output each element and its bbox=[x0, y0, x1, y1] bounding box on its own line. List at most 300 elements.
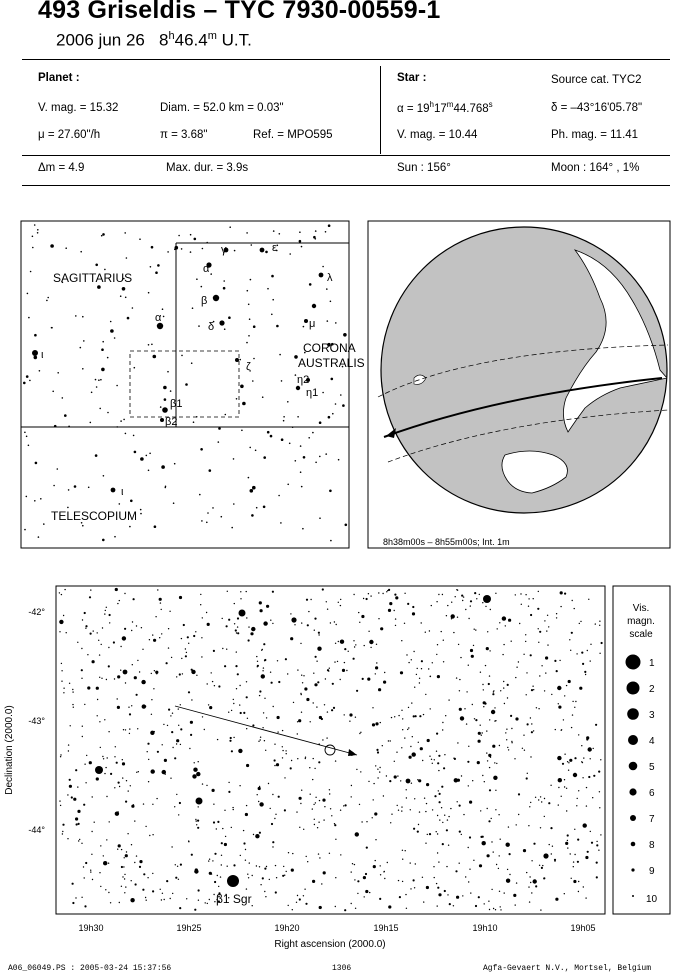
background-star bbox=[161, 633, 162, 634]
background-star bbox=[300, 643, 301, 644]
background-star bbox=[59, 800, 60, 801]
background-star bbox=[282, 730, 283, 731]
background-star bbox=[61, 594, 62, 595]
max-duration: Max. dur. = 3.9s bbox=[166, 162, 249, 174]
finder-star bbox=[345, 524, 348, 527]
background-star bbox=[494, 707, 495, 708]
background-star bbox=[434, 877, 435, 878]
background-star bbox=[84, 764, 85, 765]
planet-vmag: V. mag. = 15.32 bbox=[38, 102, 119, 114]
finder-star bbox=[223, 280, 225, 282]
background-star bbox=[574, 854, 575, 855]
finder-star bbox=[281, 438, 284, 441]
background-star bbox=[449, 903, 451, 905]
background-star bbox=[340, 810, 341, 811]
background-star bbox=[160, 602, 161, 603]
background-star bbox=[221, 842, 223, 844]
background-star bbox=[459, 690, 460, 691]
background-star bbox=[545, 656, 548, 659]
zoom-region-box bbox=[130, 351, 239, 417]
finder-star bbox=[170, 390, 172, 392]
background-star bbox=[390, 822, 391, 823]
background-star bbox=[398, 715, 399, 716]
background-star bbox=[564, 779, 565, 780]
background-star bbox=[260, 884, 261, 885]
background-star bbox=[370, 647, 371, 648]
finder-star bbox=[256, 507, 258, 509]
background-star bbox=[237, 626, 238, 627]
background-star bbox=[409, 756, 412, 759]
background-star bbox=[224, 843, 227, 846]
finder-star bbox=[28, 445, 30, 447]
background-star bbox=[389, 780, 391, 782]
background-star bbox=[214, 685, 215, 686]
background-star bbox=[438, 594, 439, 595]
background-star bbox=[122, 759, 123, 760]
finder-star bbox=[26, 496, 28, 498]
background-star bbox=[425, 811, 426, 812]
background-star bbox=[265, 750, 266, 751]
background-star bbox=[106, 796, 107, 797]
background-star bbox=[574, 707, 575, 708]
background-star bbox=[446, 615, 447, 616]
background-star bbox=[180, 744, 181, 745]
background-star bbox=[446, 829, 448, 831]
background-star bbox=[232, 807, 233, 808]
background-star bbox=[325, 678, 326, 679]
background-star bbox=[175, 864, 176, 865]
background-star bbox=[544, 816, 545, 817]
background-star bbox=[131, 705, 132, 706]
background-star bbox=[567, 847, 568, 848]
background-star bbox=[274, 759, 276, 761]
background-star bbox=[375, 839, 376, 840]
background-star bbox=[76, 823, 78, 825]
y-axis-label: Declination (2000.0) bbox=[4, 705, 15, 795]
background-star bbox=[468, 618, 469, 619]
background-star bbox=[133, 804, 134, 805]
background-star bbox=[489, 909, 490, 910]
background-star bbox=[139, 866, 141, 868]
finder-star bbox=[114, 337, 116, 339]
background-star bbox=[284, 777, 285, 778]
background-star bbox=[430, 676, 431, 677]
label-iota-tel: ι bbox=[121, 486, 124, 498]
background-star bbox=[426, 783, 429, 786]
finder-star bbox=[34, 356, 38, 360]
background-star bbox=[351, 903, 352, 904]
background-star bbox=[197, 827, 199, 829]
background-star bbox=[247, 874, 248, 875]
background-star bbox=[599, 807, 600, 808]
background-star bbox=[314, 824, 315, 825]
background-star bbox=[259, 802, 263, 806]
label-beta1: β1 bbox=[170, 398, 183, 410]
background-star bbox=[478, 896, 480, 898]
background-star bbox=[379, 771, 380, 772]
background-star bbox=[375, 860, 376, 861]
finder-star bbox=[47, 297, 49, 299]
finder-star bbox=[233, 458, 235, 460]
background-star bbox=[97, 699, 98, 700]
background-star bbox=[516, 824, 517, 825]
finder-star bbox=[26, 436, 28, 438]
background-star bbox=[330, 622, 331, 623]
background-star bbox=[568, 680, 571, 683]
background-star bbox=[75, 769, 77, 771]
background-star bbox=[354, 646, 355, 647]
background-star bbox=[291, 869, 294, 872]
background-star bbox=[233, 809, 234, 810]
background-star bbox=[288, 905, 289, 906]
background-star bbox=[75, 817, 78, 820]
background-star bbox=[266, 866, 267, 867]
background-star bbox=[122, 636, 126, 640]
background-star bbox=[483, 706, 484, 707]
background-star bbox=[399, 896, 401, 898]
background-star bbox=[81, 897, 82, 898]
background-star bbox=[145, 897, 146, 898]
finder-star bbox=[228, 316, 231, 319]
background-star bbox=[499, 745, 500, 746]
background-star bbox=[312, 779, 313, 780]
finder-star bbox=[34, 334, 37, 337]
background-star bbox=[561, 729, 562, 730]
label-eta1: η1 bbox=[306, 387, 319, 399]
background-star bbox=[563, 719, 564, 720]
background-star bbox=[218, 685, 220, 687]
background-star bbox=[356, 769, 357, 770]
background-star bbox=[91, 831, 92, 832]
background-star bbox=[191, 699, 192, 700]
background-star bbox=[417, 831, 419, 833]
named-star bbox=[304, 319, 308, 323]
finder-star bbox=[140, 457, 144, 461]
background-star bbox=[109, 622, 110, 623]
background-star bbox=[119, 786, 120, 787]
background-star bbox=[432, 662, 433, 663]
background-star bbox=[319, 857, 320, 858]
background-star bbox=[318, 822, 319, 823]
finder-star bbox=[251, 514, 254, 517]
background-star bbox=[174, 806, 175, 807]
background-star bbox=[266, 717, 267, 718]
background-star bbox=[418, 824, 419, 825]
background-star bbox=[397, 805, 398, 806]
background-star bbox=[346, 670, 347, 671]
background-star bbox=[277, 731, 278, 732]
background-star bbox=[100, 747, 101, 748]
background-star bbox=[305, 903, 307, 905]
background-star bbox=[507, 869, 508, 870]
background-star bbox=[97, 632, 98, 633]
finder-star bbox=[207, 512, 209, 514]
background-star bbox=[498, 814, 499, 815]
background-star bbox=[362, 678, 364, 680]
background-star bbox=[481, 735, 482, 736]
background-star bbox=[511, 641, 512, 642]
finder-star bbox=[40, 498, 42, 500]
background-star bbox=[423, 714, 424, 715]
background-star bbox=[439, 801, 441, 803]
background-star bbox=[179, 907, 181, 909]
background-star bbox=[558, 778, 562, 782]
background-star bbox=[429, 756, 430, 757]
background-star bbox=[264, 868, 266, 870]
magnitude-dot bbox=[626, 655, 641, 670]
background-star bbox=[314, 819, 315, 820]
background-star bbox=[533, 598, 534, 599]
background-star bbox=[157, 751, 159, 753]
background-star bbox=[208, 860, 209, 861]
background-star bbox=[92, 660, 95, 663]
finder-star bbox=[322, 392, 324, 394]
finder-star bbox=[65, 247, 67, 249]
finder-star bbox=[46, 300, 48, 302]
background-star bbox=[73, 798, 76, 801]
background-star bbox=[60, 756, 61, 757]
background-star bbox=[263, 621, 267, 625]
background-star bbox=[565, 842, 568, 845]
background-star bbox=[217, 821, 219, 823]
background-star bbox=[103, 861, 107, 865]
background-star bbox=[131, 630, 132, 631]
background-star bbox=[380, 874, 381, 875]
background-star bbox=[248, 639, 250, 641]
background-star bbox=[456, 677, 457, 678]
background-star bbox=[356, 690, 358, 692]
background-star bbox=[292, 909, 293, 910]
background-star bbox=[515, 904, 516, 905]
background-star bbox=[523, 735, 524, 736]
finder-star bbox=[332, 413, 334, 415]
finder-star bbox=[267, 288, 269, 290]
background-star bbox=[85, 628, 86, 629]
label-beta: β bbox=[201, 295, 208, 307]
finder-star bbox=[116, 426, 118, 428]
background-star bbox=[107, 757, 108, 758]
background-star bbox=[137, 728, 138, 729]
star-ra-s-sup: s bbox=[488, 100, 493, 109]
finder-star bbox=[37, 232, 39, 234]
background-star bbox=[198, 900, 199, 901]
finder-star bbox=[299, 240, 302, 243]
background-star bbox=[175, 877, 177, 879]
finder-star bbox=[206, 242, 208, 244]
background-star bbox=[588, 599, 589, 600]
background-star bbox=[366, 598, 368, 600]
background-star bbox=[600, 759, 601, 760]
background-star bbox=[530, 654, 532, 656]
background-star bbox=[475, 905, 477, 907]
background-star bbox=[68, 750, 69, 751]
background-star bbox=[151, 769, 155, 773]
background-star bbox=[178, 725, 179, 726]
background-star bbox=[410, 888, 411, 889]
background-star bbox=[90, 870, 91, 871]
background-star bbox=[240, 591, 241, 592]
label-eta2: η2 bbox=[297, 374, 310, 386]
background-star bbox=[85, 862, 87, 864]
background-star bbox=[518, 661, 519, 662]
finder-star bbox=[34, 224, 36, 226]
background-star bbox=[286, 871, 287, 872]
background-star bbox=[291, 760, 292, 761]
background-star bbox=[198, 806, 199, 807]
background-star bbox=[566, 788, 567, 789]
background-star bbox=[459, 708, 462, 711]
background-star bbox=[147, 877, 148, 878]
background-star bbox=[419, 811, 420, 812]
background-star bbox=[125, 801, 127, 803]
background-star bbox=[468, 785, 469, 786]
finder-star bbox=[319, 421, 322, 424]
mag-label-10: 10 bbox=[646, 894, 658, 905]
background-star bbox=[416, 674, 417, 675]
background-star bbox=[180, 864, 182, 866]
background-star bbox=[318, 853, 319, 854]
mag-label-1: 1 bbox=[649, 658, 655, 669]
footer-company: Agfa-Gevaert N.V., Mortsel, Belgium bbox=[483, 964, 652, 972]
bright-star bbox=[239, 610, 246, 617]
background-star bbox=[246, 888, 247, 889]
background-star bbox=[296, 811, 297, 812]
background-star bbox=[172, 747, 173, 748]
background-star bbox=[547, 644, 548, 645]
background-star bbox=[526, 694, 527, 695]
background-star bbox=[368, 781, 369, 782]
background-star bbox=[422, 877, 423, 878]
finder-star bbox=[325, 453, 327, 455]
background-star bbox=[466, 723, 467, 724]
star-ra-m-sup: m bbox=[446, 100, 454, 109]
background-star bbox=[384, 878, 385, 879]
background-star bbox=[539, 675, 540, 676]
background-star bbox=[405, 850, 406, 851]
finder-star bbox=[101, 348, 104, 351]
background-star bbox=[228, 782, 229, 783]
background-star bbox=[434, 795, 436, 797]
background-star bbox=[338, 602, 339, 603]
label-epsilon: ε bbox=[272, 242, 277, 254]
background-star bbox=[394, 775, 397, 778]
background-star bbox=[421, 668, 422, 669]
magnitude-dot bbox=[629, 788, 636, 795]
background-star bbox=[236, 688, 237, 689]
background-star bbox=[139, 671, 140, 672]
background-star bbox=[437, 887, 439, 889]
background-star bbox=[373, 865, 376, 868]
background-star bbox=[168, 628, 169, 629]
background-star bbox=[531, 731, 533, 733]
background-star bbox=[317, 827, 318, 828]
background-star bbox=[278, 681, 280, 683]
background-star bbox=[115, 746, 116, 747]
background-star bbox=[201, 656, 202, 657]
background-star bbox=[77, 810, 80, 813]
finder-star bbox=[279, 354, 281, 356]
finder-star bbox=[313, 236, 316, 239]
background-star bbox=[359, 622, 360, 623]
background-star bbox=[96, 777, 99, 780]
background-star bbox=[252, 724, 254, 726]
background-star bbox=[132, 664, 133, 665]
background-star bbox=[572, 714, 573, 715]
background-star bbox=[141, 680, 145, 684]
background-star bbox=[378, 618, 379, 619]
background-star bbox=[227, 591, 228, 592]
background-star bbox=[458, 644, 459, 645]
finder-star bbox=[234, 250, 236, 252]
finder-star bbox=[140, 513, 142, 515]
background-star bbox=[236, 651, 237, 652]
background-star bbox=[447, 605, 448, 606]
finder-star bbox=[62, 397, 64, 399]
background-star bbox=[411, 702, 412, 703]
background-star bbox=[425, 632, 426, 633]
background-star bbox=[228, 619, 230, 621]
background-star bbox=[185, 648, 186, 649]
finder-star bbox=[163, 316, 165, 318]
background-star bbox=[457, 742, 458, 743]
background-star bbox=[259, 695, 260, 696]
background-star bbox=[528, 825, 529, 826]
finder-star bbox=[99, 408, 101, 410]
background-star bbox=[213, 650, 215, 652]
background-star bbox=[487, 854, 490, 857]
background-star bbox=[142, 649, 143, 650]
background-star bbox=[269, 879, 270, 880]
background-star bbox=[556, 617, 557, 618]
star-ra-minutes: 17 bbox=[434, 102, 447, 115]
background-star bbox=[474, 592, 476, 594]
background-star bbox=[136, 625, 137, 626]
background-star bbox=[217, 739, 218, 740]
asteroid-track bbox=[175, 706, 357, 755]
background-star bbox=[72, 691, 73, 692]
background-star bbox=[564, 754, 565, 755]
background-star bbox=[84, 877, 85, 878]
finder-star bbox=[101, 235, 103, 237]
finder-star bbox=[174, 249, 176, 251]
background-star bbox=[489, 719, 490, 720]
background-star bbox=[258, 741, 259, 742]
background-star bbox=[207, 623, 210, 626]
background-star bbox=[334, 661, 335, 662]
background-star bbox=[315, 797, 316, 798]
background-star bbox=[202, 716, 203, 717]
background-star bbox=[108, 647, 109, 648]
background-star bbox=[121, 866, 123, 868]
background-star bbox=[186, 652, 187, 653]
finder-star bbox=[271, 314, 273, 316]
background-star bbox=[514, 758, 515, 759]
finder-star bbox=[246, 232, 248, 234]
finder-star bbox=[151, 246, 154, 249]
sun-elongation: Sun : 156° bbox=[397, 162, 451, 174]
finder-star bbox=[302, 528, 304, 530]
background-star bbox=[519, 623, 520, 624]
background-star bbox=[139, 860, 142, 863]
background-star bbox=[315, 802, 316, 803]
finder-star bbox=[295, 460, 297, 462]
finder-star bbox=[82, 368, 84, 370]
background-star bbox=[86, 755, 87, 756]
background-star bbox=[509, 874, 510, 875]
ra-tick-1910: 19h10 bbox=[472, 923, 498, 933]
background-star bbox=[179, 673, 181, 675]
background-star bbox=[443, 767, 445, 769]
